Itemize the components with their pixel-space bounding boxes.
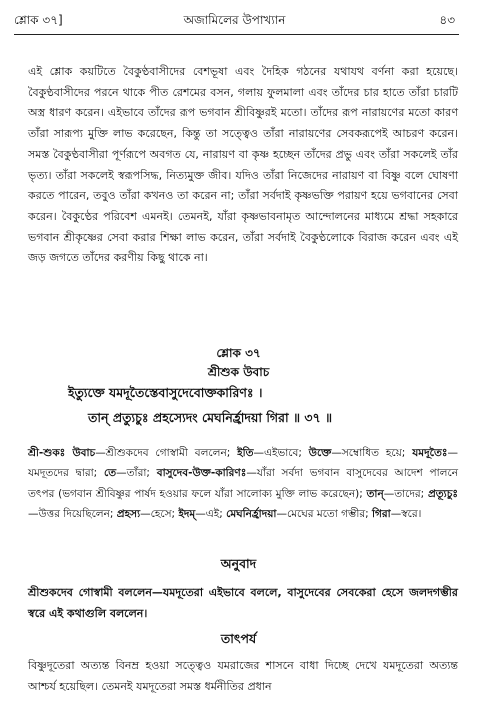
synonym-meaning: তাঁরা; <box>126 467 157 480</box>
chapter-title: অজামিলের উপাখ্যান <box>183 13 286 27</box>
intro-paragraph <box>28 62 458 269</box>
synonym-term: উক্তে <box>308 447 332 459</box>
synonym-meaning: এই; <box>205 508 227 521</box>
synonym-term: প্রত্যূচুঃ <box>427 487 458 500</box>
page-number: ৪৩ <box>439 13 455 27</box>
synonym-meaning: এইভাবে; <box>263 447 309 459</box>
purport-heading: তাৎপর্য <box>220 631 257 646</box>
synonym-term: ইতি <box>237 447 254 459</box>
synonyms-text: শ্রী-শুকঃ উবাচ—শ্রীশুকদেব গোস্বামী বললেন; ইতি—এইভাবে; উক্তে—সম্বোধিত হয়ে; যমদূতৈঃ—যমদূতদের দ্বারা; তে—তাঁরা; বাসুদেব-উক্ত-কারিণঃ—যাঁরা সর্বদা ভগবান বাসুদেবের আদেশ পালনে তৎপর (ভগবান শ্রীবিষ্ণুর পার্ষদ হওয়ার ফলে যাঁরা সালোক্য মুক্তি লাভ করেছেন); তান্—তাদের; প্রত্যূচুঃ—উত্তর দিয়েছিলেন; প্রহস্য—হেসে; ইদম্—এই; মেঘনির্হ্রাদয়া—মেঘের মতো গম্ভীর; গিরা—স্বরে। <box>28 447 458 521</box>
verse-reference: শ্লোক ৩৭] <box>14 13 63 27</box>
synonym-term: মেঘনির্হ্রাদয়া <box>226 508 277 521</box>
purport-block <box>28 656 458 697</box>
synonym-meaning: মেঘের মতো গম্ভীর; <box>286 508 373 521</box>
synonym-meaning: শ্রীশুকদেব গোস্বামী বললেন; <box>105 447 238 459</box>
synonym-meaning: যমদূতদের দ্বারা; <box>28 467 105 480</box>
synonym-term: তে <box>104 467 117 480</box>
synonym-term: যমদূতৈঃ <box>412 447 448 459</box>
translation-block <box>28 583 458 624</box>
synonym-meaning: যাঁরা সর্বদা ভগবান বাসুদেবের আদেশ পালনে তৎপর (ভগবান শ্রীবিষ্ণুর পার্ষদ হওয়ার ফলে যাঁরা সালোক্য মুক্তি লাভ করেছেন); <box>28 467 458 500</box>
verse-line-1: ইত্যুক্তে যমদূতৈস্তেবাসুদেবোক্তকারিণঃ । <box>68 385 263 400</box>
synonym-term: বাসুদেব-উক্ত-কারিণঃ <box>156 467 247 480</box>
synonym-term: তান্ <box>366 487 384 500</box>
translation-text: শ্রীশুকদেব গোস্বামী বললেন—যমদূতেরা এইভাবে বললে, বাসুদেবের সেবকেরা হেসে জলদগম্ভীর স্বরে এই কথাগুলি বললেন। <box>28 586 458 620</box>
intro-text: এই শ্লোক কয়টিতে বৈকুণ্ঠবাসীদের বেশভূষা এবং দৈহিক গঠনের যথাযথ বর্ণনা করা হয়েছে। বৈকুণ্ঠবাসীদের পরনে থাকে পীত রেশমের বসন, গলায় ফুলমালা এবং তাঁদের চার হাতে তাঁরা চারটি অস্ত্র ধারণ করেন। এইভাবে তাঁদের রূপ ভগবান শ্রীবিষ্ণুরই মতো। তাঁদের রূপ নারায়ণের মতো কারণ তাঁরা সারূপ্য মুক্তি লাভ করেছেন, কিন্তু তা সত্ত্বেও তাঁরা নারায়ণের সেবকরূপেই আচরণ করেন। সমস্ত বৈকুণ্ঠবাসীরা পূর্ণরূপে অবগত যে, নারায়ণ বা কৃষ্ণ হচ্ছেন তাঁদের প্রভু এবং তাঁরা সকলেই তাঁর ভৃত্য। তাঁরা সকলেই স্বরূপসিদ্ধ, নিত্যমুক্ত জীব। যদিও তাঁরা নিজেদের নারায়ণ বা বিষ্ণু বলে ঘোষণা করতে পারেন, তবুও তাঁরা কখনও তা করেন না; তাঁরা সর্বদাই কৃষ্ণভক্তি পরায়ণ হয়ে ভগবানের সেবা করেন। বৈকুণ্ঠের পরিবেশ এমনই। তেমনই, যাঁরা কৃষ্ণভাবনামৃত আন্দোলনের মাধ্যমে শ্রদ্ধা সহকারে ভগবান শ্রীকৃষ্ণের সেবা করার শিক্ষা লাভ করেন, তাঁরা সর্বদাই বৈকুণ্ঠলোকে বিরাজ করেন এবং এই জড় জগতে তাঁদের করণীয় কিছু থাকে না। <box>28 65 458 265</box>
synonym-term: গিরা <box>372 508 391 521</box>
synonym-meaning: হেসে; <box>150 508 179 521</box>
verse-line-2: তান্ প্রত্যুচুঃ প্রহস্যেদং মেঘনির্হ্রাদয়া গিরা ॥ ৩৭ ॥ <box>88 410 333 425</box>
synonym-meaning: স্বরে। <box>401 508 422 521</box>
purport-text: বিষ্ণুদূতেরা অত্যন্ত বিনম্র হওয়া সত্ত্বেও যমরাজের শাসনে বাধা দিচ্ছে দেখে যমদূতেরা অত্যন্ত আশ্চর্য হয়েছিল। তেমনই যমদূতেরা সমস্ত ধর্মনীতির প্রধান <box>28 659 458 693</box>
page-header <box>14 10 455 32</box>
header-divider <box>14 34 459 35</box>
verse-title: শ্লোক ৩৭ <box>216 346 261 360</box>
synonym-term: ইদম্ <box>178 508 196 521</box>
synonym-meaning: সম্বোধিত হয়ে; <box>341 447 413 459</box>
synonyms-block <box>28 443 458 525</box>
synonym-term: শ্রী-শুকঃ উবাচ <box>28 447 96 459</box>
synonym-term: প্রহস্য <box>116 508 141 521</box>
translation-heading: অনুবাদ <box>220 556 257 571</box>
synonym-meaning: তাদের; <box>394 487 428 500</box>
verse-speaker: শ্রীশুক উবাচ <box>207 365 270 379</box>
synonym-meaning: উত্তর দিয়েছিলেন; <box>38 508 117 521</box>
